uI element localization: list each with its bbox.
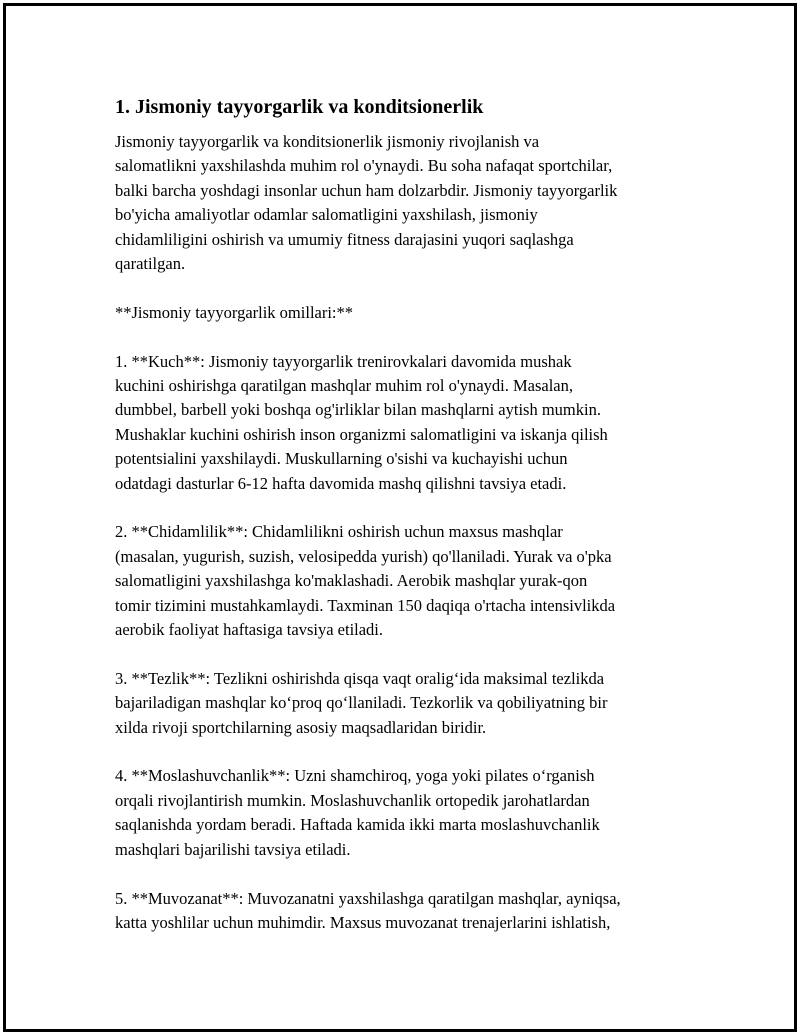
text-line: chidamliligini oshirish va umumiy fitness darajasini yuqori saqlashga <box>115 229 574 249</box>
balance-paragraph <box>115 887 700 936</box>
text-line: salomatlikni yaxshilashda muhim rol o'ynaydi. Bu soha nafaqat sportchilar, <box>115 156 613 176</box>
text-line: bo'yicha amaliyotlar odamlar salomatligini yaxshilash, jismoniy <box>115 205 538 225</box>
speed-paragraph <box>115 667 700 740</box>
strength-paragraph <box>115 350 700 496</box>
text-line: balki barcha yoshdagi insonlar uchun ham dolzarbdir. Jismoniy tayyorgarlik <box>115 180 618 200</box>
flexibility-paragraph <box>115 764 700 862</box>
text-line: 3. **Tezlik**: Tezlikni oshirishda qisqa vaqt oralig‘ida maksimal tezlikda <box>115 668 605 688</box>
document-body <box>115 94 700 960</box>
text-line: 4. **Moslashuvchanlik**: Uzni shamchiroq, yoga yoki pilates o‘rganish <box>115 766 595 786</box>
text-line: **Jismoniy tayyorgarlik omillari:** <box>115 302 354 322</box>
text-line: bajariladigan mashqlar ko‘proq qo‘llaniladi. Tezkorlik va qobiliyatning bir <box>115 693 608 713</box>
text-line: 1. **Kuch**: Jismoniy tayyorgarlik trenirovkalari davomida mushak <box>115 351 572 371</box>
text-line: qaratilgan. <box>115 254 186 274</box>
text-line: Jismoniy tayyorgarlik va konditsionerlik jismoniy rivojlanish va <box>115 132 540 151</box>
section-heading-paragraph <box>115 301 700 325</box>
text-line: salomatligini yaxshilashga ko'maklashadi. Aerobik mashqlar yurak-qon <box>115 571 588 591</box>
text-line: kuchini oshirishga qaratilgan mashqlar muhim rol o'ynaydi. Masalan, <box>115 376 574 396</box>
text-line: xilda rivoji sportchilarning asosiy maqsadlaridan biridir. <box>115 717 487 737</box>
text-line: odatdagi dasturlar 6-12 hafta davomida mashq qilishni tavsiya etadi. <box>115 473 567 493</box>
text-line: saqlanishda yordam beradi. Haftada kamida ikki marta moslashuvchanlik <box>115 815 600 835</box>
document-title: 1. Jismoniy tayyorgarlik va konditsionerlik <box>115 96 484 118</box>
text-line: tomir tizimini mustahkamlaydi. Taxminan 150 daqiqa o'rtacha intensivlikda <box>115 595 616 615</box>
text-line: potentsialini yaxshilaydi. Muskullarning o'sishi va kuchayishi uchun <box>115 449 568 469</box>
text-line: orqali rivojlantirish mumkin. Moslashuvchanlik ortopedik jarohatlardan <box>115 790 590 810</box>
text-line: (masalan, yugurish, suzish, velosipedda yurish) qo'llaniladi. Yurak va o'pka <box>115 546 612 566</box>
text-line: dumbbel, barbell yoki boshqa og'irliklar bilan mashqlarni aytish mumkin. <box>115 400 601 420</box>
text-line: aerobik faoliyat haftasiga tavsiya etiladi. <box>115 620 384 640</box>
text-line: katta yoshlilar uchun muhimdir. Maxsus muvozanat trenajerlarini ishlatish, <box>115 912 611 932</box>
endurance-paragraph <box>115 520 700 642</box>
text-line: Mushaklar kuchini oshirish inson organizmi salomatligini va iskanja qilish <box>115 424 608 444</box>
intro-paragraph <box>115 130 700 276</box>
text-line: mashqlari bajarilishi tavsiya etiladi. <box>115 839 351 859</box>
text-line: 2. **Chidamlilik**: Chidamlilikni oshirish uchun maxsus mashqlar <box>115 522 563 542</box>
text-line: 5. **Muvozanat**: Muvozanatni yaxshilashga qaratilgan mashqlar, ayniqsa, <box>115 888 621 908</box>
